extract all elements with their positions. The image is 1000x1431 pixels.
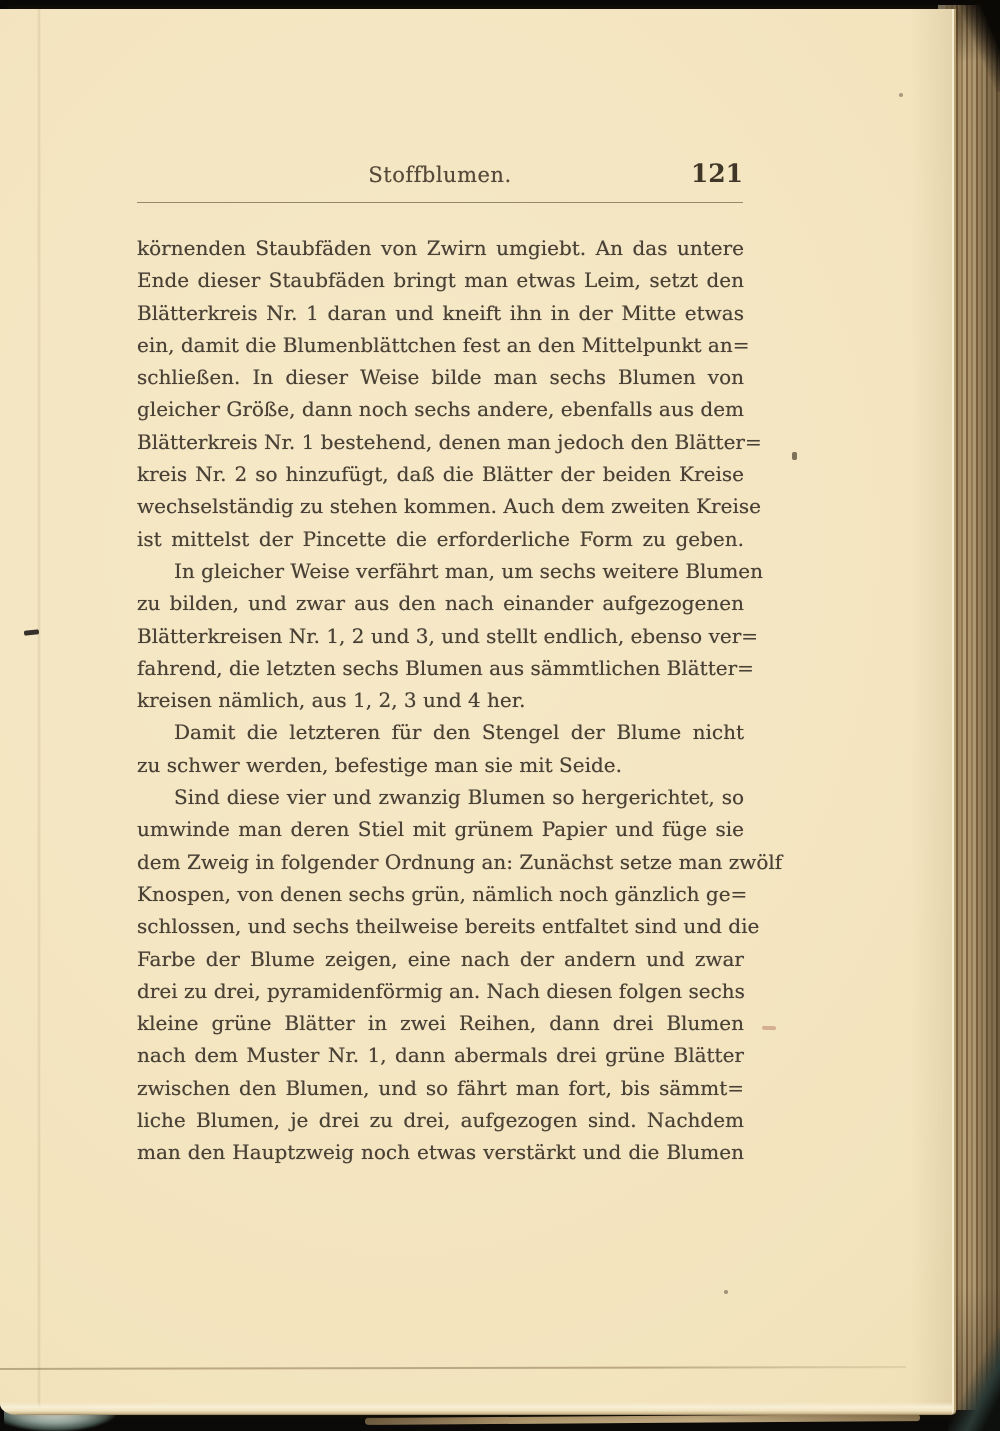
page-bottom-edge <box>0 1402 952 1415</box>
running-head <box>137 159 743 193</box>
text-line: dem Zweig in folgender Ordnung an: Zunächst setze man zwölf <box>137 849 783 874</box>
text-line: zu schwer werden, befestige man sie mit Seide. <box>137 752 622 777</box>
body-text <box>137 232 783 1169</box>
paper-speck <box>724 1290 728 1294</box>
text-line: Blätterkreisen Nr. 1, 2 und 3, und stellt endlich, ebenso ver= <box>137 623 759 648</box>
header-rule <box>137 202 743 203</box>
page-title: Stoffblumen. <box>368 163 512 187</box>
text-line: kreisen nämlich, aus 1, 2, 3 und 4 her. <box>137 688 526 713</box>
text-line: Blätterkreis Nr. 1 daran und kneift ihn in der Mitte etwas <box>137 300 744 325</box>
text-line: ist mittelst der Pincette die erforderliche Form zu geben. <box>137 526 744 551</box>
text-line: Sind diese vier und zwanzig Blumen so hergerichtet, so <box>174 785 744 810</box>
book-page-scan <box>0 9 954 1415</box>
text-line: zu bilden, und zwar aus den nach einander aufgezogenen <box>137 591 744 616</box>
paragraph <box>137 781 783 1169</box>
text-line: wechselständig zu stehen kommen. Auch dem zweiten Kreise <box>137 494 761 519</box>
text-line: Ende dieser Staubfäden bringt man etwas Leim, setzt den <box>137 268 744 293</box>
under-page-edge-sliver <box>365 1414 920 1425</box>
text-line: umwinde man deren Stiel mit grünem Papier und füge sie <box>137 817 744 842</box>
text-line: Farbe der Blume zeigen, eine nach der andern und zwar <box>137 946 744 971</box>
scan-dark-corner-bottom-right <box>948 1328 1000 1431</box>
text-line: körnenden Staubfäden von Zwirn umgiebt. An das untere <box>137 236 744 260</box>
paper-speck <box>792 452 797 460</box>
paragraph <box>137 716 744 781</box>
text-line: schlossen, und sechs theilweise bereits entfaltet sind und die <box>137 914 760 939</box>
text-line: ein, damit die Blumenblättchen fest an den Mittelpunkt an= <box>137 332 750 357</box>
page-number: 121 <box>690 159 743 188</box>
text-line: Knospen, von denen sechs grün, nämlich noch gänzlich ge= <box>137 881 748 906</box>
paper-speck <box>899 93 903 97</box>
paragraph <box>137 232 762 555</box>
text-line: gleicher Größe, dann noch sechs andere, ebenfalls aus dem <box>137 397 744 422</box>
paper-speck <box>762 1026 776 1030</box>
text-line: zwischen den Blumen, und so fährt man fort, bis sämmt= <box>137 1075 744 1100</box>
text-line: liche Blumen, je drei zu drei, aufgezogen sind. Nachdem <box>137 1108 744 1133</box>
text-line: kleine grüne Blätter in zwei Reihen, dann drei Blumen <box>137 1011 744 1036</box>
text-line: fahrend, die letzten sechs Blumen aus sämmtlichen Blätter= <box>137 655 754 680</box>
vertical-paper-crease <box>37 9 41 1415</box>
scan-dark-corner-top-right <box>960 0 1000 92</box>
horizontal-paper-crease <box>0 1366 906 1370</box>
text-line: Blätterkreis Nr. 1 bestehend, denen man jedoch den Blätter= <box>137 429 762 454</box>
text-line: drei zu drei, pyramidenförmig an. Nach diesen folgen sechs <box>137 978 745 1003</box>
text-line: kreis Nr. 2 so hinzufügt, daß die Blätter der beiden Kreise <box>137 462 744 487</box>
text-line: man den Hauptzweig noch etwas verstärkt und die Blumen <box>137 1140 744 1165</box>
text-line: schließen. In dieser Weise bilde man sechs Blumen von <box>137 365 744 390</box>
page-curvature-shadow <box>910 9 952 1415</box>
paragraph <box>137 555 764 716</box>
text-line: nach dem Muster Nr. 1, dann abermals drei grüne Blätter <box>137 1043 744 1068</box>
text-line: In gleicher Weise verfährt man, um sechs weitere Blumen <box>174 558 764 583</box>
text-line: Damit die letzteren für den Stengel der Blume nicht <box>174 720 744 745</box>
